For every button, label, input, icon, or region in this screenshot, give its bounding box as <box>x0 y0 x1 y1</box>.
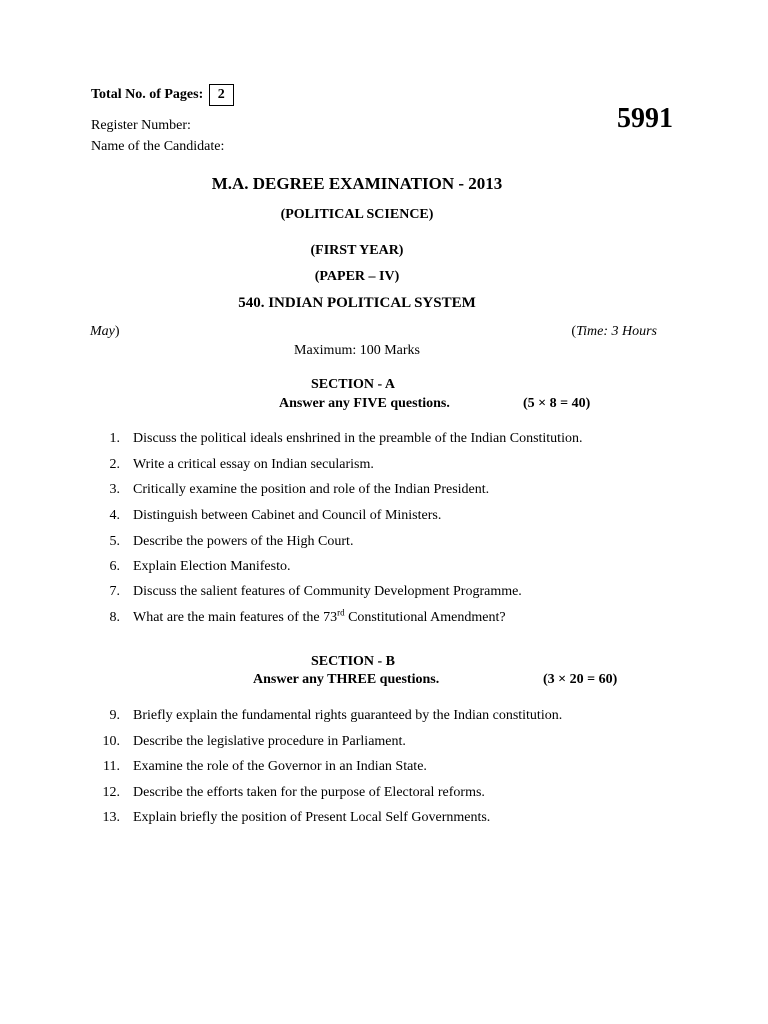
total-pages-value: 2 <box>209 84 234 106</box>
question-number: 4. <box>109 508 120 523</box>
question-number: 12. <box>102 785 120 800</box>
total-pages <box>91 84 234 106</box>
exam-year: (FIRST YEAR) <box>310 243 404 258</box>
section-b-marks: (3 × 20 = 60) <box>543 672 618 687</box>
question-text: Discuss the salient features of Community Development Programme. <box>133 584 522 599</box>
question-number: 7. <box>109 584 120 599</box>
question-text: Explain Election Manifesto. <box>133 559 291 574</box>
maximum-marks: Maximum: 100 Marks <box>294 343 420 358</box>
ordinal-suffix: rd <box>337 607 345 618</box>
exam-month-text: May <box>90 324 115 339</box>
exam-time <box>571 324 657 340</box>
question-text: Critically examine the position and role of the Indian President. <box>133 482 490 497</box>
question-text: Examine the role of the Governor in an Indian State. <box>133 759 427 774</box>
section-a-heading: SECTION - A <box>311 377 396 392</box>
exam-paper-number: (PAPER – IV) <box>314 269 400 284</box>
exam-month <box>90 324 120 340</box>
question-text-part: Constitutional Amendment? <box>344 610 506 625</box>
question-number: 5. <box>109 534 120 549</box>
exam-title: M.A. DEGREE EXAMINATION - 2013 <box>211 174 503 193</box>
question-text: Discuss the political ideals enshrined in the preamble of the Indian Constitution. <box>133 431 583 446</box>
question-text: Describe the efforts taken for the purpose of Electoral reforms. <box>133 785 485 800</box>
section-a-instruction: Answer any FIVE questions. <box>279 396 450 411</box>
question-number: 13. <box>102 810 120 825</box>
question-number: 6. <box>109 559 120 574</box>
question-number: 10. <box>102 734 120 749</box>
register-number-label: Register Number: <box>91 118 191 133</box>
section-b-instruction: Answer any THREE questions. <box>253 672 440 687</box>
question-text: Write a critical essay on Indian secularism. <box>133 457 374 472</box>
section-a-marks: (5 × 8 = 40) <box>523 396 591 411</box>
total-pages-label: Total No. of Pages: <box>91 87 204 102</box>
course-title: 540. INDIAN POLITICAL SYSTEM <box>238 295 476 311</box>
question-number: 9. <box>109 708 120 723</box>
question-number: 3. <box>109 482 120 497</box>
section-b-heading: SECTION - B <box>311 654 396 669</box>
exam-time-text: Time: 3 Hours <box>576 324 657 339</box>
question-text-part: What are the main features of the 73 <box>133 610 338 625</box>
exam-month-paren: ) <box>114 324 120 339</box>
candidate-name-label: Name of the Candidate: <box>91 139 225 154</box>
paper-code: 5991 <box>617 103 673 134</box>
exam-time-paren: ( <box>571 324 577 339</box>
question-number: 8. <box>109 610 120 625</box>
question-number: 2. <box>109 457 120 472</box>
question-text: Describe the powers of the High Court. <box>133 534 354 549</box>
question-text: Distinguish between Cabinet and Council of Ministers. <box>133 508 442 523</box>
exam-subject: (POLITICAL SCIENCE) <box>280 207 434 222</box>
question-text: Describe the legislative procedure in Parliament. <box>133 734 406 749</box>
question-number: 1. <box>109 431 120 446</box>
question-number: 11. <box>103 759 120 774</box>
question-text: Explain briefly the position of Present Local Self Governments. <box>133 810 491 825</box>
question-text: Briefly explain the fundamental rights guaranteed by the Indian constitution. <box>133 708 563 723</box>
question-text <box>133 607 506 626</box>
